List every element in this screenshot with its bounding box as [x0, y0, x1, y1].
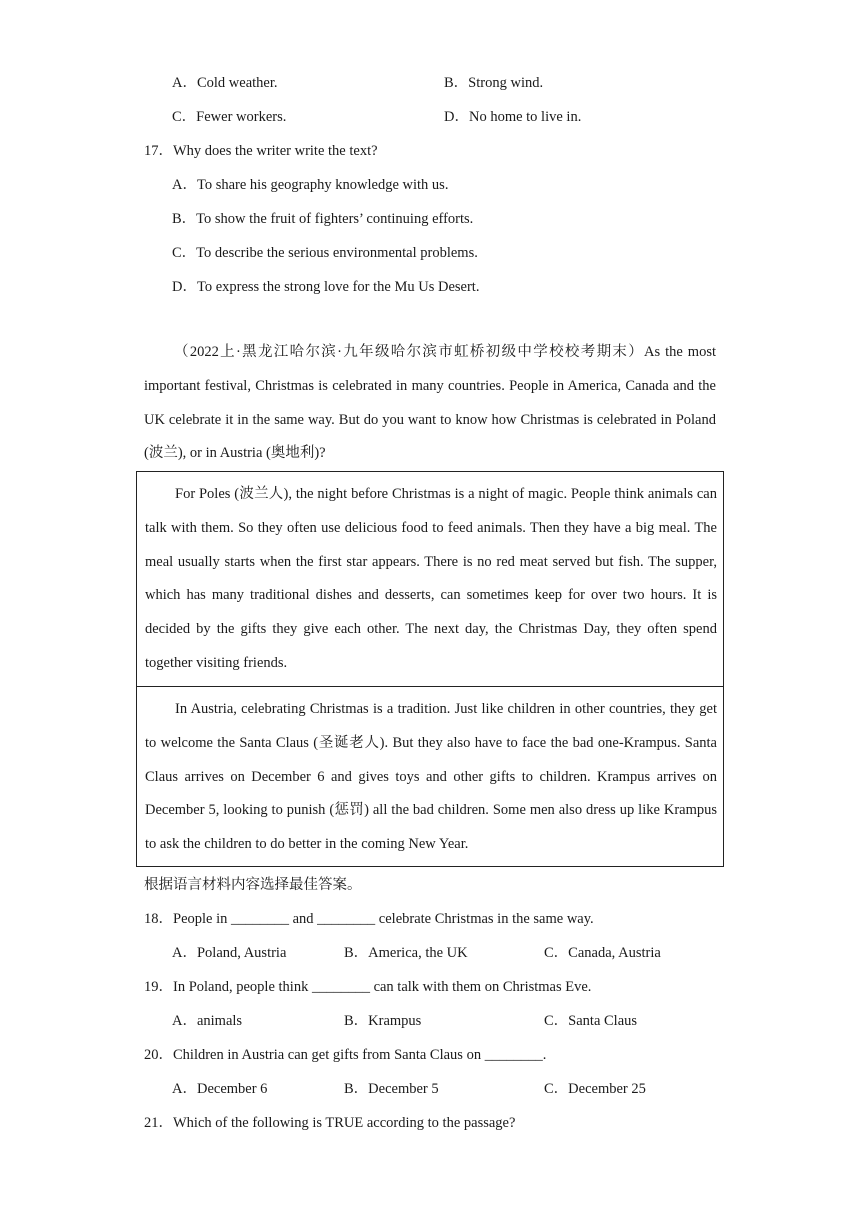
austria-paragraph: In Austria, celebrating Christmas is a tradition. Just like children in other countries, they get to welcome the Santa Claus (圣诞老人). But they also have to face the bad one-Krampus. Santa Claus arrives on December 6 and gives toys and other gifts to children. Krampus arrives on December 5, looking to punish (惩罚) all the bad children. Some men also dress up like Krampus to ask the children to do better in the coming New Year.	[145, 701, 717, 853]
q17-option-a[interactable]: A．To share his geography knowledge with us.	[172, 177, 449, 193]
box-divider	[136, 686, 724, 687]
q18-option-b[interactable]: B．America, the UK	[344, 945, 468, 961]
q17-option-c[interactable]: C．To describe the serious environmental problems.	[172, 245, 478, 261]
instruction-text: 根据语言材料内容选择最佳答案。	[144, 877, 362, 893]
q17-stem: 17．Why does the writer write the text?	[144, 143, 378, 159]
q17-option-d[interactable]: D．To express the strong love for the Mu Us Desert.	[172, 279, 480, 295]
q19-stem: 19．In Poland, people think ________ can talk with them on Christmas Eve.	[144, 979, 592, 995]
q18-stem: 18．People in ________ and ________ celebrate Christmas in the same way.	[144, 911, 594, 927]
passage-box	[136, 471, 724, 867]
q19-option-b[interactable]: B．Krampus	[344, 1013, 422, 1029]
q20-option-c[interactable]: C．December 25	[544, 1081, 646, 1097]
poland-paragraph: For Poles (波兰人), the night before Christmas is a night of magic. People think animals can talk with them. So they often use delicious food to feed animals. Then they have a big meal. The meal usually starts when the first star appears. There is no red meat served but fish. The supper, which has many traditional dishes and desserts, can sometimes keep for over two hours. It is decided by the gifts they give each other. The next day, the Christmas Day, they often spend together visiting friends.	[145, 486, 717, 671]
q21-stem: 21．Which of the following is TRUE according to the passage?	[144, 1115, 516, 1131]
q20-option-a[interactable]: A．December 6	[172, 1081, 268, 1097]
q16-option-c[interactable]: C．Fewer workers.	[172, 109, 287, 125]
q20-option-b[interactable]: B．December 5	[344, 1081, 439, 1097]
q17-option-b[interactable]: B．To show the fruit of fighters’ continuing efforts.	[172, 211, 474, 227]
q16-option-a[interactable]: A．Cold weather.	[172, 75, 278, 91]
q19-option-a[interactable]: A．animals	[172, 1013, 243, 1029]
passage-intro: （2022上·黑龙江哈尔滨·九年级哈尔滨市虹桥初级中学校校考期末）As the most important festival, Christmas is celebrated in many countries. People in America, Canada and the UK celebrate it in the same way. But do you want to know how Christmas is celebrated in Poland (波兰), or in Austria (奥地利)?	[144, 344, 716, 462]
q16-option-d[interactable]: D．No home to live in.	[444, 109, 582, 125]
q19-option-c[interactable]: C．Santa Claus	[544, 1013, 638, 1029]
q20-stem: 20．Children in Austria can get gifts from Santa Claus on ________.	[144, 1047, 547, 1063]
q18-option-c[interactable]: C．Canada, Austria	[544, 945, 661, 961]
q16-option-b[interactable]: B．Strong wind.	[444, 75, 544, 91]
q18-option-a[interactable]: A．Poland, Austria	[172, 945, 287, 961]
